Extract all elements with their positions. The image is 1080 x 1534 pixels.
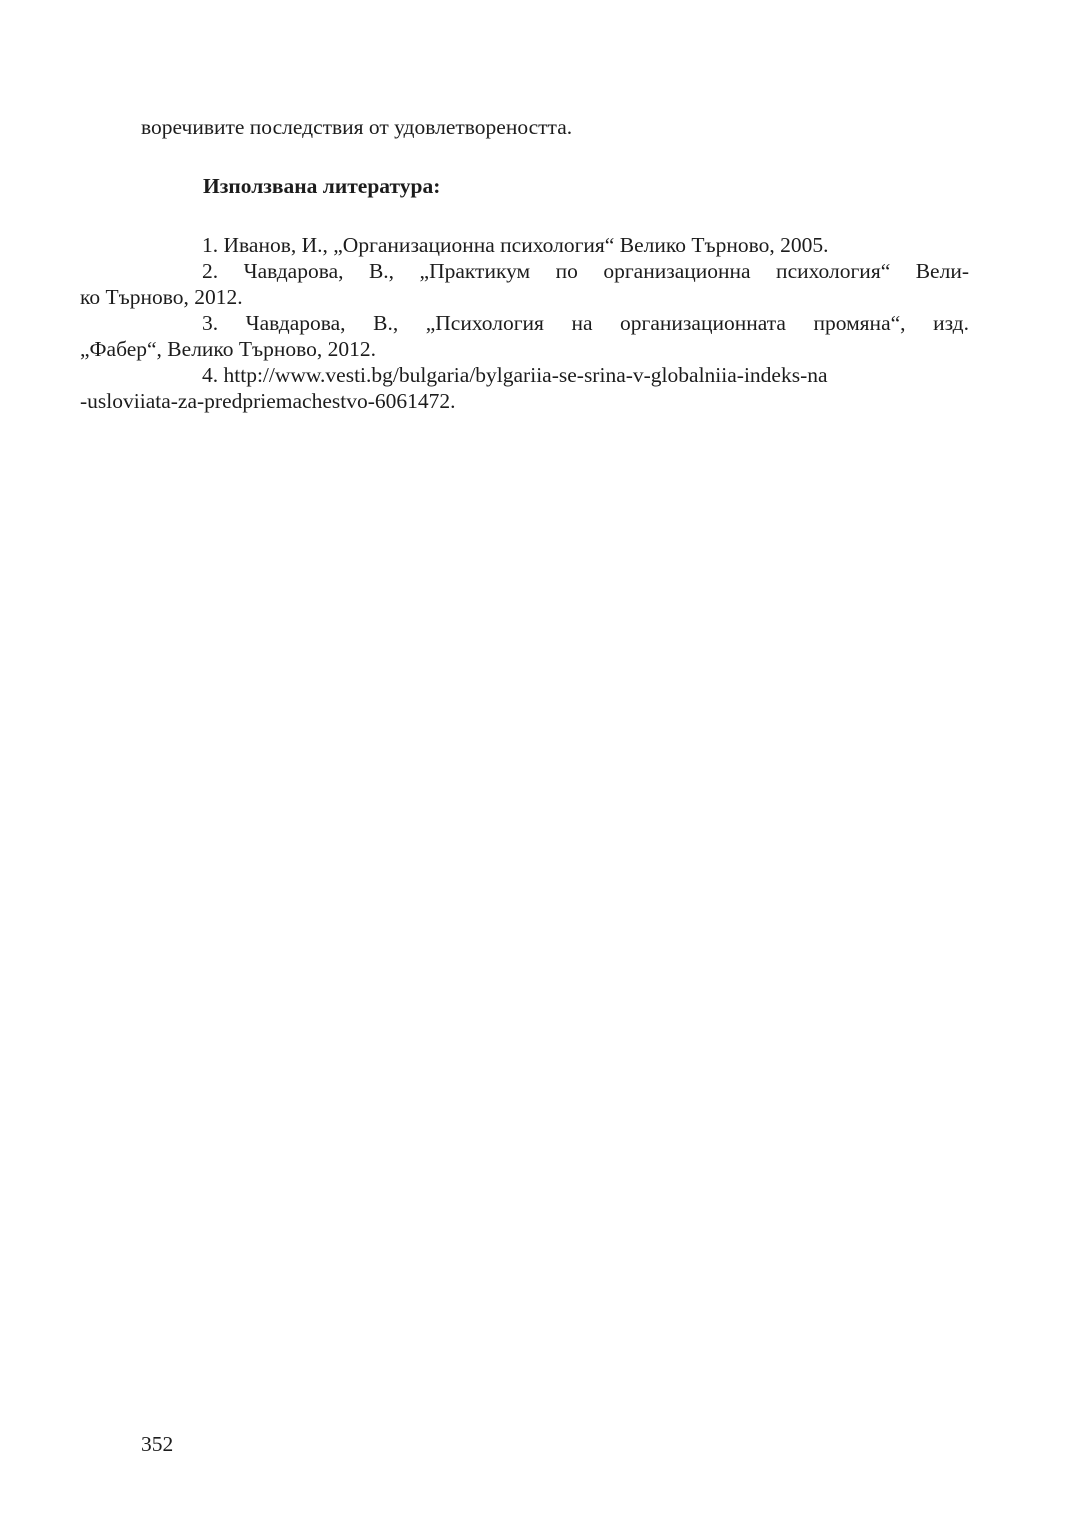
reference-3-line-1: 3. Чавдарова, В., „Психология на организационната промяна“, изд. <box>202 311 969 335</box>
intro-text: воречивите последствия от удовлетвореността. <box>141 115 573 139</box>
reference-1-line-1: 1. Иванов, И., „Организационна психология“ Велико Търново, 2005. <box>202 233 829 257</box>
page-number: 352 <box>141 1432 174 1456</box>
reference-item-1 <box>141 232 969 258</box>
reference-4-line-2: -usloviiata-za-predpriemachestvo-6061472. <box>80 389 456 413</box>
reference-item-2 <box>80 258 969 310</box>
reference-3-line-2: „Фабер“, Велико Търново, 2012. <box>80 337 377 361</box>
reference-item-4 <box>80 362 969 414</box>
reference-4-line-1: 4. http://www.vesti.bg/bulgaria/bylgariia-se-srina-v-globalniia-indeks-na <box>202 363 828 387</box>
reference-2-line-1: 2. Чавдарова, В., „Практикум по организационна психология“ Вели- <box>202 259 969 283</box>
references-heading: Използвана литература: <box>203 174 441 198</box>
reference-item-3 <box>80 310 969 362</box>
reference-2-line-2: ко Търново, 2012. <box>80 285 243 309</box>
references-list <box>80 232 969 414</box>
